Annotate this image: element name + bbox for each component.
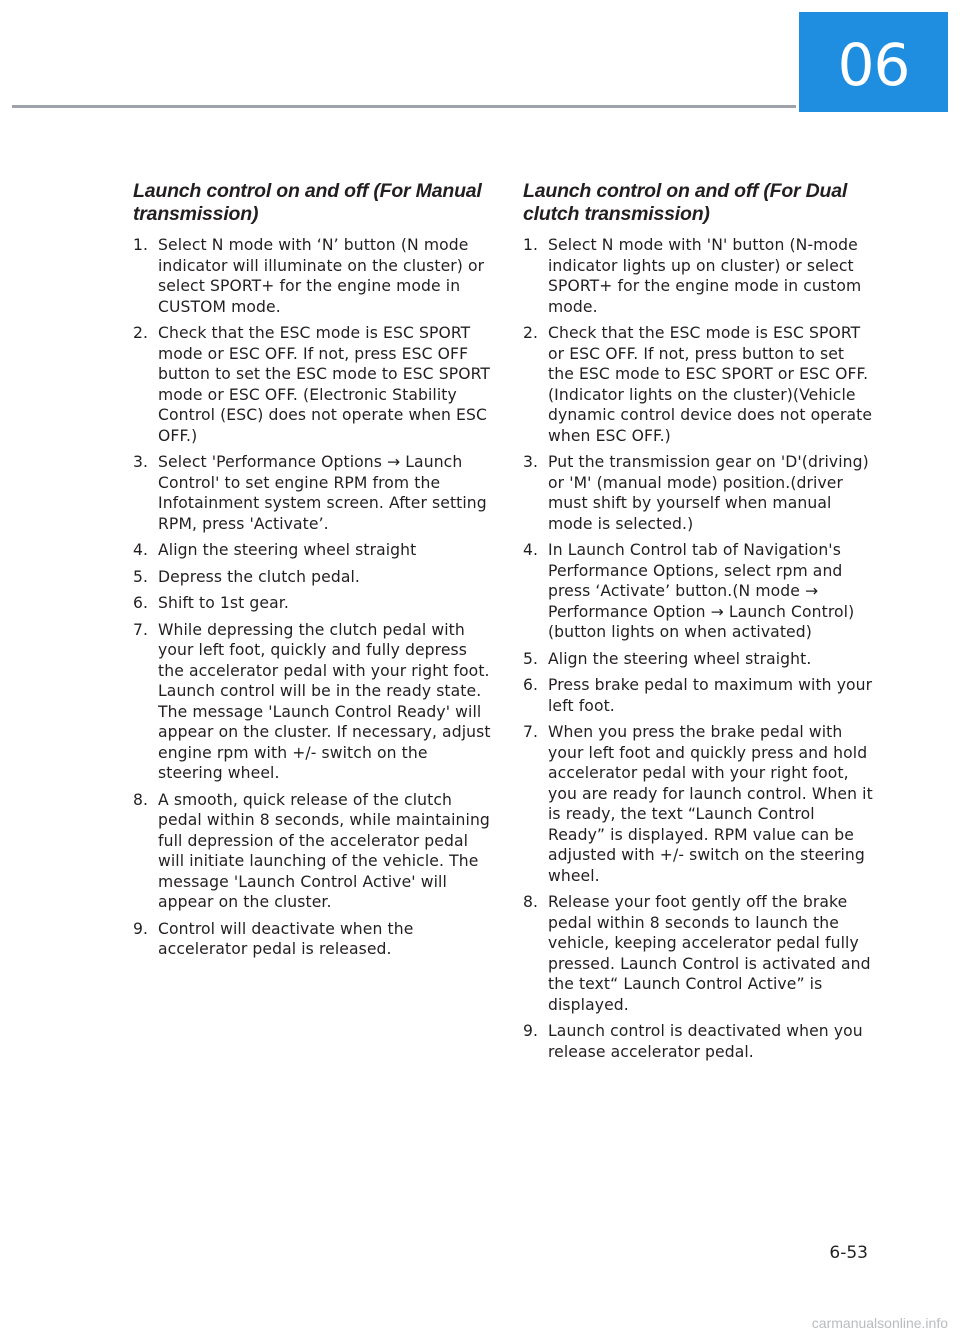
- step-item: [523, 452, 875, 534]
- step-text: Align the steering wheel straight: [158, 541, 417, 559]
- step-text: Check that the ESC mode is ESC SPORT or ESC OFF. If not, press button to set the ESC mode to ESC SPORT or ESC OFF.(Indicator lights on the cluster)(Vehicle dynamic control device does not operate when ESC OFF.): [548, 324, 873, 445]
- dual-clutch-steps-list: [523, 235, 875, 1062]
- step-number: 8.: [523, 893, 539, 911]
- step-text: Launch control is deactivated when you release accelerator pedal.: [548, 1022, 863, 1061]
- step-text: While depressing the clutch pedal with your left foot, quickly and fully depress the accelerator pedal with your right foot. Launch control will be in the ready state. The message 'Launch Control Ready' will appear on the cluster. If necessary, adjust engine rpm with +/- switch on the steering wheel.: [158, 620, 491, 782]
- step-text: Shift to 1st gear.: [158, 594, 289, 612]
- step-number: 6.: [133, 594, 149, 612]
- step-number: 5.: [133, 567, 149, 586]
- step-number: 3.: [133, 453, 149, 471]
- section-title-dual-clutch: Launch control on and off (For Dual clutch transmission): [523, 180, 848, 225]
- step-item: [523, 1021, 875, 1062]
- step-text: Select N mode with 'N' button (N-mode indicator lights up on cluster) or select SPORT+ for the engine mode in custom mode.: [548, 236, 862, 316]
- step-number: 2.: [133, 324, 149, 342]
- step-number: 7.: [133, 620, 149, 639]
- step-item: [133, 567, 493, 588]
- step-number: 9.: [133, 919, 149, 938]
- step-item: [523, 540, 875, 643]
- chapter-number: 06: [837, 31, 910, 99]
- watermark: carmanualsonline.info: [811, 1315, 948, 1331]
- step-item: [523, 892, 875, 1015]
- step-number: 6.: [523, 676, 539, 694]
- step-item: [133, 620, 493, 784]
- step-text: Control will deactivate when the accelerator pedal is released.: [158, 919, 414, 958]
- step-item: [133, 919, 493, 960]
- step-number: 1.: [523, 236, 539, 254]
- step-item: [133, 540, 493, 561]
- step-item: [523, 722, 875, 886]
- step-text: In Launch Control tab of Navigation's Performance Options, select rpm and press ‘Activate’ button.(N mode → Performance Option → Launch Control) (button lights on when activated): [548, 541, 855, 641]
- step-text: Align the steering wheel straight.: [548, 649, 812, 668]
- page-number: 6-53: [829, 1243, 868, 1263]
- step-item: [133, 452, 493, 534]
- step-text: Check that the ESC mode is ESC SPORT mode or ESC OFF. If not, press ESC OFF button to set the ESC mode to ESC SPORT mode or ESC OFF. (Electronic Stability Control (ESC) does not operate when ESC OFF.): [158, 324, 491, 445]
- step-item: [133, 790, 493, 913]
- step-number: 8.: [133, 790, 149, 809]
- step-text: Select N mode with ‘N’ button (N mode indicator will illuminate on the cluster) or select SPORT+ for the engine mode in CUSTOM mode.: [158, 236, 485, 316]
- step-item: [523, 235, 875, 317]
- step-text: Depress the clutch pedal.: [158, 567, 360, 586]
- step-number: 7.: [523, 723, 539, 741]
- step-text: Select 'Performance Options → Launch Control' to set engine RPM from the Infotainment system screen. After setting RPM, press 'Activate’.: [158, 453, 487, 533]
- step-item: [133, 593, 493, 614]
- step-number: 4.: [523, 541, 539, 559]
- step-number: 3.: [523, 453, 539, 471]
- manual-steps-list: [133, 235, 493, 960]
- step-text: Press brake pedal to maximum with your left foot.: [548, 676, 873, 715]
- chapter-tab: [799, 12, 948, 112]
- dual-clutch-section: [523, 180, 875, 1068]
- step-number: 4.: [133, 541, 149, 559]
- step-text: When you press the brake pedal with your left foot and quickly press and hold accelerator pedal with your right foot, you are ready for launch control. When it is ready, the text “Launch Control Ready” is displayed. RPM value can be adjusted with +/- switch on the steering wheel.: [548, 723, 873, 885]
- step-item: [523, 649, 875, 670]
- manual-transmission-section: [133, 180, 493, 966]
- step-text: Release your foot gently off the brake pedal within 8 seconds to launch the vehicle, keeping accelerator pedal fully pressed. Launch Control is activated and the text“ Launch Control Active” is displayed.: [548, 893, 871, 1014]
- step-number: 9.: [523, 1022, 539, 1040]
- step-text: Put the transmission gear on 'D'(driving) or 'M' (manual mode) position.(driver must shift by yourself when manual mode is selected.): [548, 453, 869, 533]
- step-item: [523, 323, 875, 446]
- section-title-manual: Launch control on and off (For Manual transmission): [133, 180, 482, 225]
- step-item: [133, 323, 493, 446]
- step-number: 1.: [133, 236, 149, 254]
- header-rule: [12, 105, 796, 108]
- step-number: 5.: [523, 649, 539, 668]
- step-number: 2.: [523, 324, 539, 342]
- step-item: [523, 675, 875, 716]
- step-text: A smooth, quick release of the clutch pedal within 8 seconds, while maintaining full depression of the accelerator pedal will initiate launching of the vehicle. The message 'Launch Control Active' will appear on the cluster.: [158, 790, 490, 911]
- step-item: [133, 235, 493, 317]
